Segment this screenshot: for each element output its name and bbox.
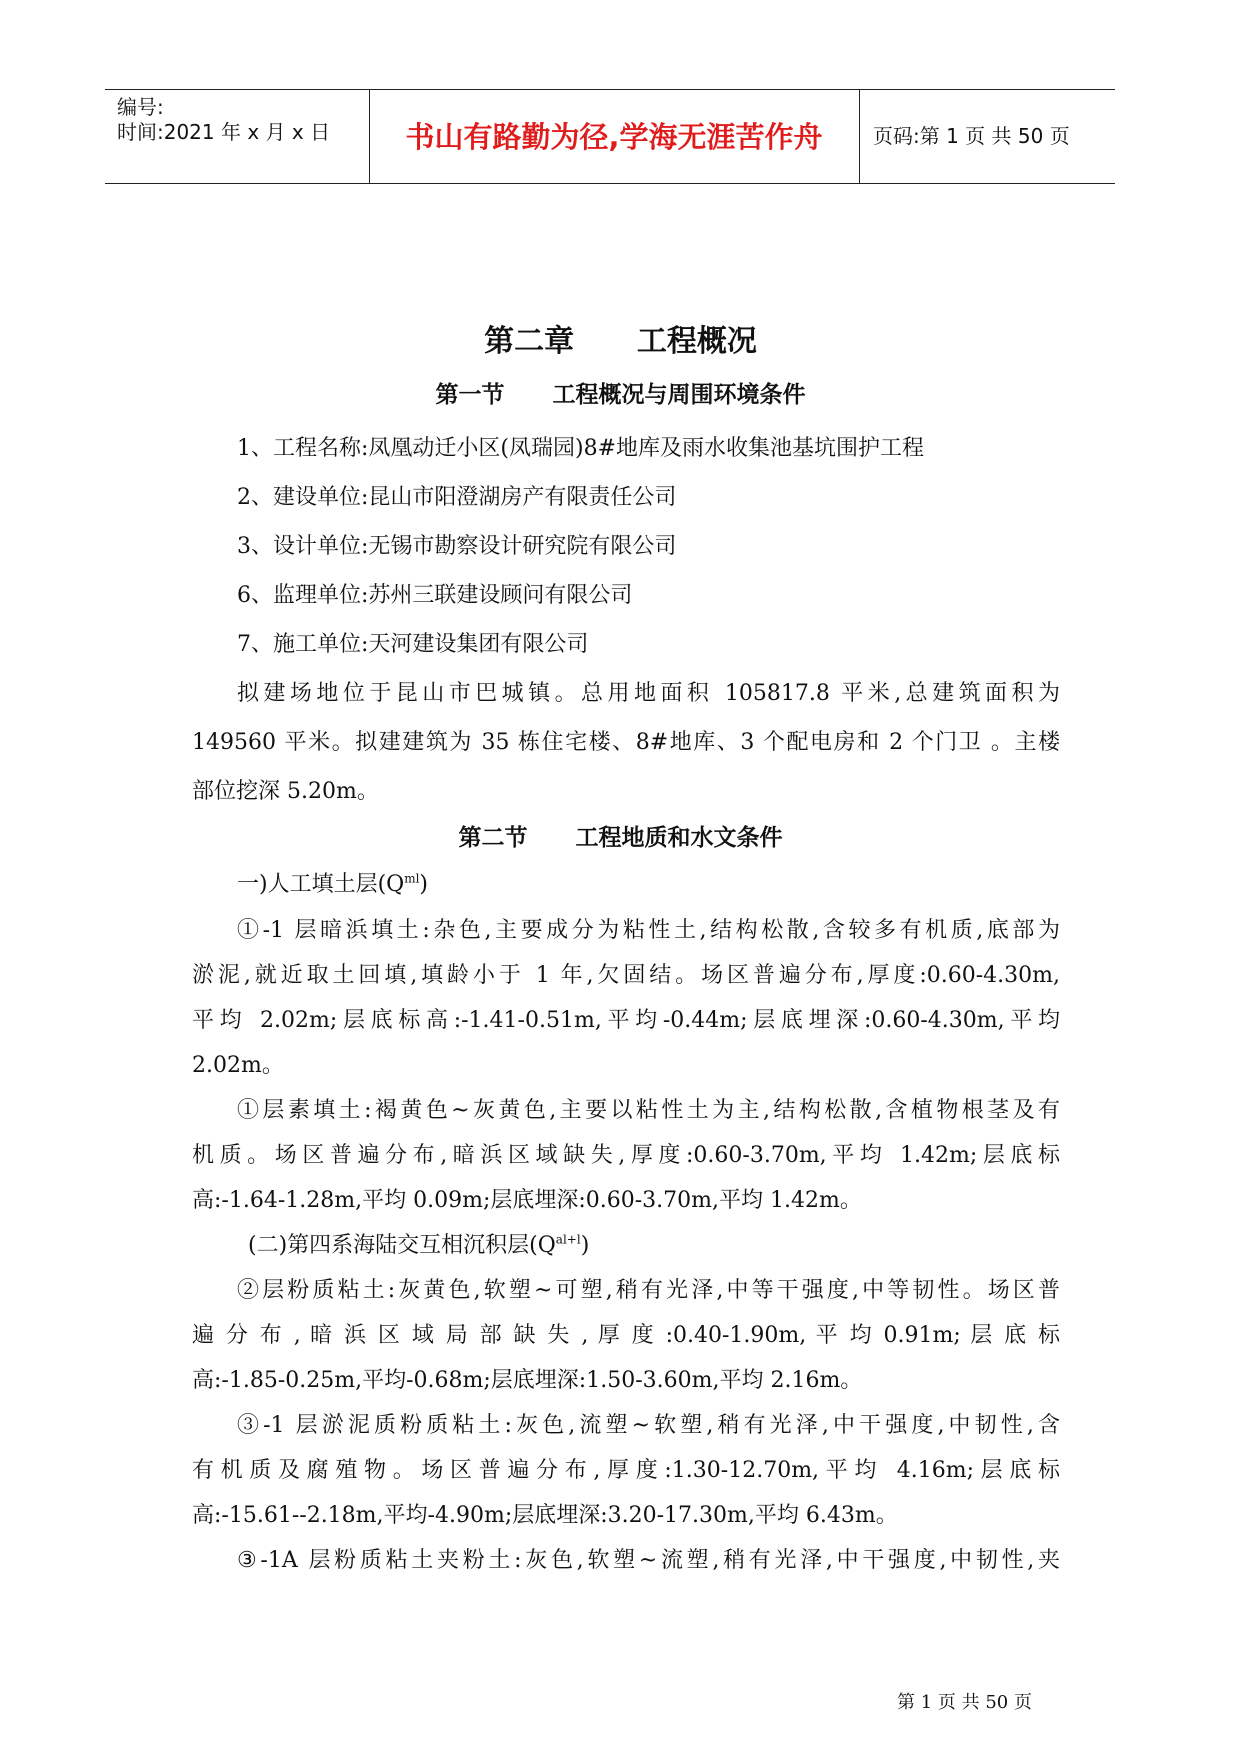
paragraph-line: 遍 分 布 , 暗 浜 区 域 局 部 缺 失 , 厚 度 :0.40-1.90m, 平 均 0.91m; 层 底 标	[192, 1323, 1060, 1348]
paragraph-line: ②层粉质粘土:灰黄色,软塑~可塑,稍有光泽,中等干强度,中等韧性。场区普	[237, 1278, 1060, 1303]
chapter-title: 第二章 工程概况	[484, 324, 757, 359]
paragraph-line: 2.02m。	[192, 1053, 284, 1078]
paragraph-line: ①-1 层暗浜填土:杂色,主要成分为粘性土,结构松散,含较多有机质,底部为	[237, 918, 1060, 943]
layer-heading-2: (二)第四系海陆交互相沉积层$(Q^{al+l})$	[248, 1232, 590, 1258]
project-info-item: 7、施工单位:天河建设集团有限公司	[237, 632, 589, 657]
page-header	[105, 89, 1115, 184]
paragraph-line: 拟建场地位于昆山市巴城镇。总用地面积 105817.8 平米,总建筑面积为	[237, 681, 1060, 706]
paragraph-line: ①层素填土:褐黄色~灰黄色,主要以粘性土为主,结构松散,含植物根茎及有	[237, 1098, 1060, 1123]
project-info-item: 6、监理单位:苏州三联建设顾问有限公司	[237, 583, 633, 608]
section-title-2: 第二节 工程地质和水文条件	[458, 825, 783, 851]
number-label: 编号:	[117, 95, 164, 119]
project-info-item: 2、建设单位:昆山市阳澄湖房产有限责任公司	[237, 485, 677, 510]
paragraph-line: 平均 2.02m;层底标高:-1.41-0.51m,平均-0.44m;层底埋深:0.60-4.30m,平均	[192, 1008, 1060, 1033]
layer-heading-1: 一)人工填土层$(Q^{ml})$	[237, 871, 429, 897]
header-page-number: 页码:第 1 页 共 50 页	[873, 124, 1070, 148]
paragraph-line: 有机质及腐殖物。场区普遍分布,厚度:1.30-12.70m,平均 4.16m;层底标	[192, 1458, 1060, 1483]
project-info-item: 3、设计单位:无锡市勘察设计研究院有限公司	[237, 534, 677, 559]
paragraph-line: 高:-1.85-0.25m,平均-0.68m;层底埋深:1.50-3.60m,平均 2.16m。	[192, 1368, 863, 1393]
project-info-item: 1、工程名称:凤凰动迁小区(凤瑞园)8#地库及雨水收集池基坑围护工程	[237, 436, 925, 461]
header-motto-cell	[369, 90, 860, 183]
paragraph-line: 机质。场区普遍分布,暗浜区域缺失,厚度:0.60-3.70m,平均 1.42m;层底标	[192, 1143, 1060, 1168]
paragraph-line: 部位挖深 5.20m。	[192, 779, 379, 804]
paragraph-line: ③-1A 层粉质粘土夹粉土:灰色,软塑~流塑,稍有光泽,中干强度,中韧性,夹	[237, 1548, 1060, 1573]
paragraph-line: 高:-1.64-1.28m,平均 0.09m;层底埋深:0.60-3.70m,平均 1.42m。	[192, 1188, 862, 1213]
header-page-cell	[859, 90, 1115, 183]
motto: 书山有路勤为径,学海无涯苦作舟	[405, 120, 823, 154]
paragraph-line: 高:-15.61--2.18m,平均-4.90m;层底埋深:3.20-17.30m,平均 6.43m。	[192, 1503, 898, 1528]
footer-page-number: 第 1 页 共 50 页	[897, 1692, 1032, 1713]
section-title-1: 第一节 工程概况与周围环境条件	[435, 382, 806, 408]
paragraph-line: ③-1 层淤泥质粉质粘土:灰色,流塑~软塑,稍有光泽,中干强度,中韧性,含	[237, 1413, 1060, 1438]
time-label: 时间:2021 年 x 月 x 日	[117, 120, 331, 144]
paragraph-line: 149560 平米。拟建建筑为 35 栋住宅楼、8#地库、3 个配电房和 2 个门卫 。主楼	[192, 730, 1060, 755]
paragraph-line: 淤泥,就近取土回填,填龄小于 1 年,欠固结。场区普遍分布,厚度:0.60-4.30m,	[192, 963, 1060, 988]
header-info-cell	[105, 90, 370, 183]
